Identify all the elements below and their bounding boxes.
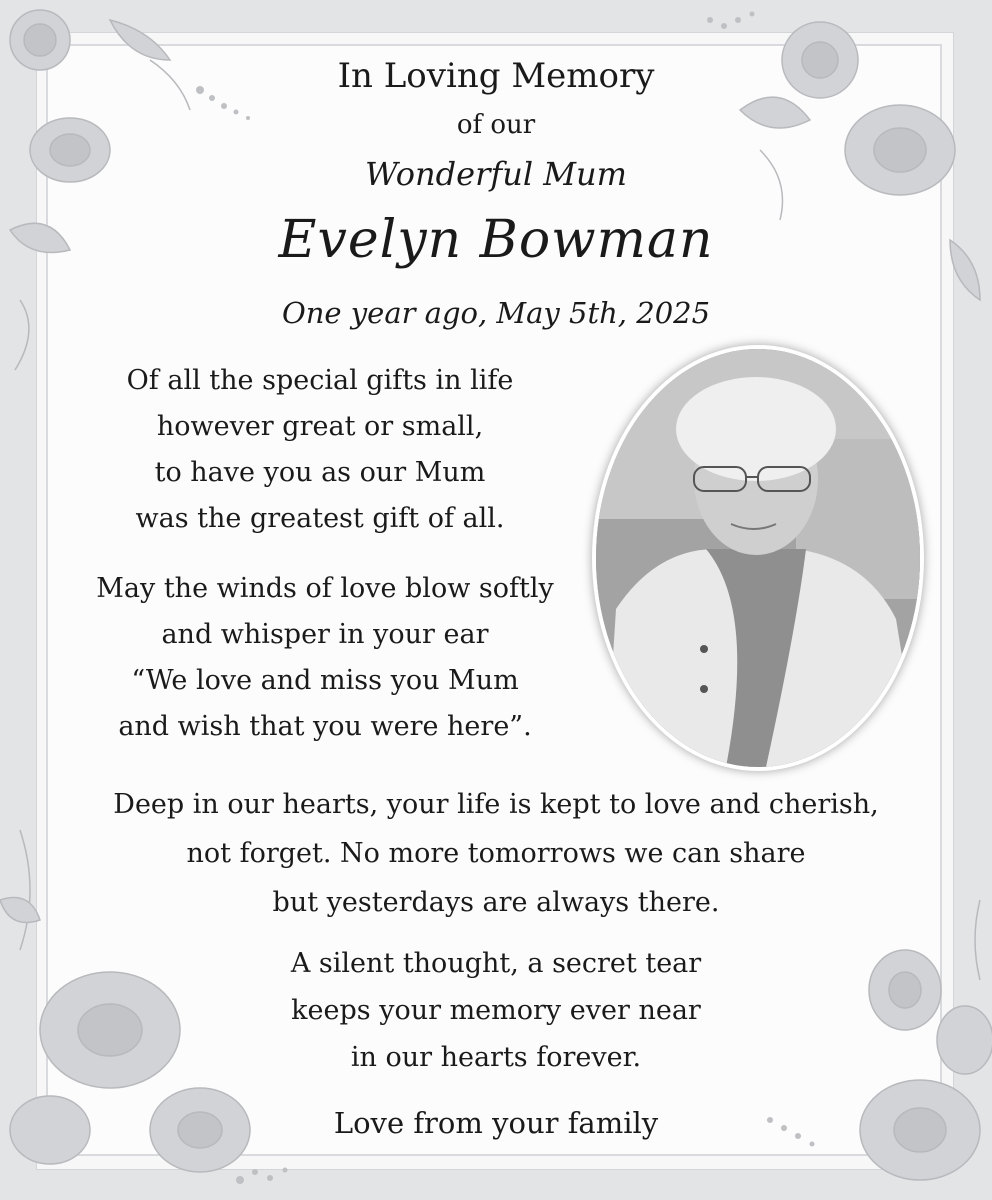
relation: Wonderful Mum: [365, 155, 627, 193]
deceased-name: Evelyn Bowman: [278, 210, 714, 270]
verse-line: however great or small,: [156, 411, 484, 442]
verse-line: and whisper in your ear: [161, 619, 489, 650]
verse-1: [70, 358, 570, 542]
verse-line: but yesterdays are always there.: [272, 887, 720, 918]
verse-line: “We love and miss you Mum: [131, 665, 519, 696]
verse-line: to have you as our Mum: [154, 457, 486, 488]
signoff: Love from your family: [333, 1106, 659, 1140]
verse-line: A silent thought, a secret tear: [290, 948, 702, 979]
date-line: One year ago, May 5th, 2025: [281, 296, 711, 330]
verse-line: and wish that you were here”.: [118, 711, 532, 742]
subheading: of our: [456, 110, 536, 140]
verse-line: keeps your memory ever near: [291, 995, 701, 1026]
verse-line: not forget. No more tomorrows we can share: [186, 838, 806, 869]
verse-line: Deep in our hearts, your life is kept to love and cherish,: [113, 789, 879, 820]
portrait-photo: [592, 345, 924, 771]
verse-line: was the greatest gift of all.: [135, 503, 505, 534]
verse-3: [0, 780, 992, 927]
verse-line: Of all the special gifts in life: [126, 365, 514, 396]
verse-line: May the winds of love blow softly: [96, 573, 554, 604]
verse-4: [0, 940, 992, 1081]
portrait-icon: [596, 349, 920, 767]
heading: In Loving Memory: [337, 56, 655, 96]
verse-line: in our hearts forever.: [350, 1042, 642, 1073]
verse-2: [60, 566, 590, 750]
